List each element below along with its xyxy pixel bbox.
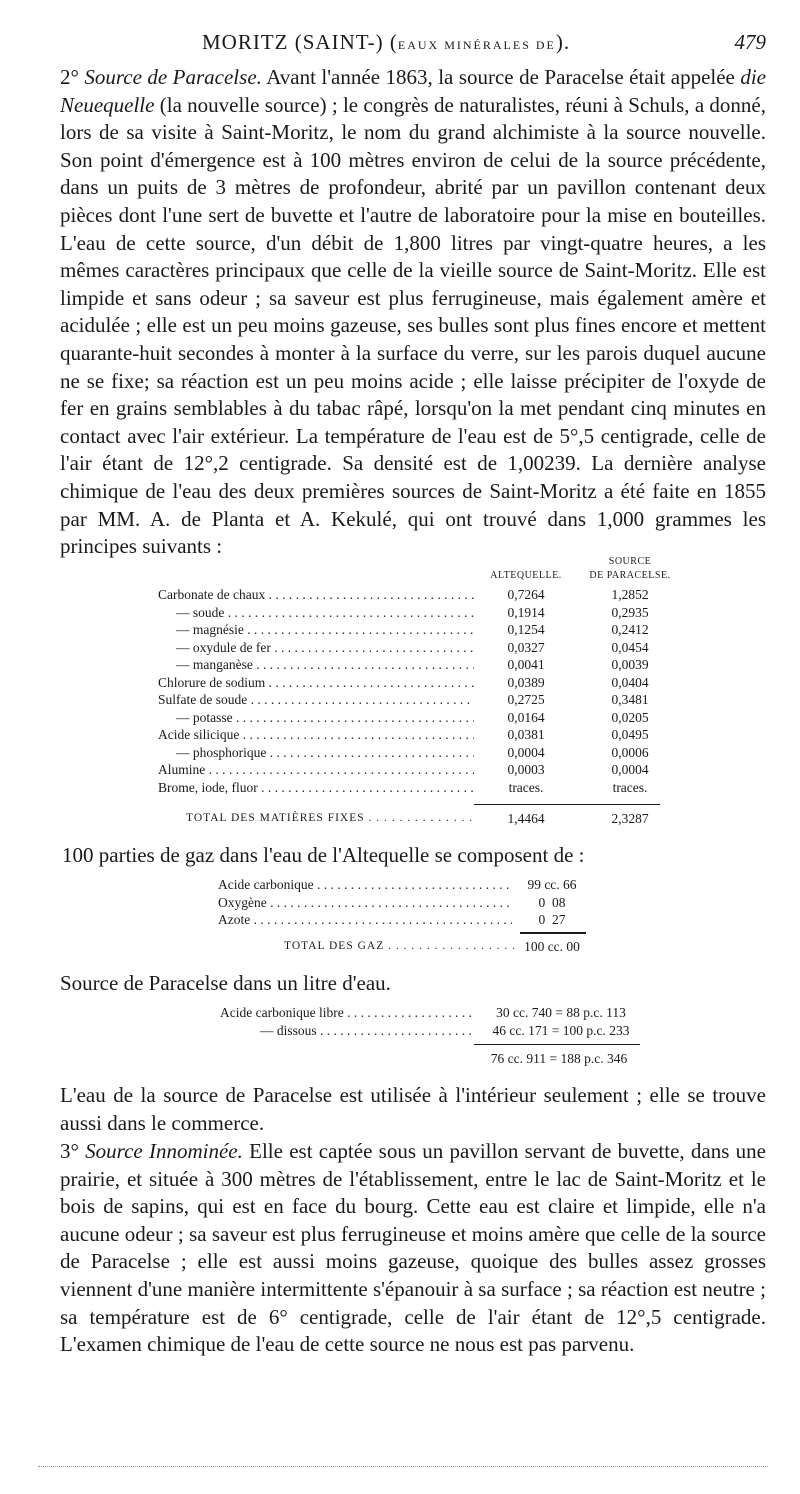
compound-label: Carbonate de chaux . . . (158, 586, 474, 604)
total-altequelle: 1,4464 (507, 811, 545, 826)
altequelle-value: 0,0004 (507, 744, 545, 760)
compound-label: — magnésie . . . (176, 621, 474, 639)
gas-row (218, 894, 598, 912)
gas-row (218, 876, 598, 894)
paracelse-value: 0,0205 (611, 709, 649, 725)
paracelse-value: 0,0006 (611, 744, 649, 760)
compound-label: — soude . . . (176, 604, 474, 622)
paragraph-innominee (60, 1138, 766, 1359)
altequelle-value: 0,7264 (507, 587, 545, 602)
analysis-row (158, 779, 682, 797)
analysis-row (158, 586, 682, 604)
section-number-3: 3° (60, 1139, 79, 1163)
paracelse-value: 0,2935 (611, 604, 649, 620)
altequelle-value: 0,0327 (507, 639, 545, 655)
section-heading: Source de Paracelse. (84, 65, 262, 89)
compound-label: Sulfate de soude . . . (158, 691, 474, 709)
altequelle-value: 0,0389 (507, 674, 545, 690)
page-number: 479 (734, 30, 766, 54)
altequelle-value: traces. (508, 779, 544, 795)
gas-value: 0 27 (538, 912, 566, 927)
paracelse-value: 0,0495 (611, 727, 649, 742)
footer-rule (38, 1466, 768, 1467)
analysis-row (158, 726, 682, 744)
analysis-row (158, 674, 682, 692)
total-rule (474, 804, 660, 805)
altequelle-value: 0,0041 (507, 657, 545, 672)
compound-label: Acide silicique . . . (158, 726, 474, 744)
paracelse-value: 1,2852 (611, 587, 649, 602)
analysis-row (158, 604, 682, 622)
header-title-end: ). (555, 30, 571, 54)
section-heading-innominee: Source Innominée. (85, 1139, 243, 1163)
carbonic-label: Acide carbonique libre . . . (220, 1004, 474, 1022)
gas-total-row (284, 938, 598, 956)
compound-label: — phosphorique . . . (176, 744, 474, 762)
analysis-row (158, 656, 682, 674)
analysis-row (158, 744, 682, 762)
gas-intro: 100 parties de gaz dans l'eau de l'Altequelle se composent de : (62, 843, 585, 867)
gas-rows (218, 876, 598, 929)
paragraph-innominee-text: Elle est captée sous un pavillon servant de buvette, dans une prairie, et située à 300 mètres de l'établissement, entre le lac de Saint-Moritz et le bois de sapins, qui est en face du bourg. Cette eau est claire et limpide, elle n'a aucune odeur ; sa saveur est plus ferrugineuse et moins amère que celle de la source de Paracelse ; elle est aussi moins gazeuse, quoique des bulles assez grosses viennent d'une manière intermittente s'épanouir à sa surface ; sa réaction est neutre ; sa température est de 6° centigrade, celle de l'air étant de 12°,5 centigrade. L'examen chimique de l'eau de cette source ne nous est pas parvenu. (60, 1139, 766, 1357)
altequelle-value: 0,1914 (507, 604, 545, 620)
col-header-altequelle: ALTEQUELLE. (490, 570, 562, 581)
carbonic-total-rule (474, 1044, 640, 1045)
gas-label: Acide carbonique . . . (218, 876, 512, 894)
analysis-row (158, 621, 682, 639)
carbonic-value: 46 cc. 171 = 100 p.c. 233 (492, 1022, 630, 1038)
source-old-name: die Neuequelle (60, 65, 766, 117)
paracelse-value: traces. (612, 779, 648, 795)
altequelle-value: 0,2725 (507, 692, 545, 707)
gas-total-value: 100 cc. 00 (524, 939, 580, 954)
gas-value: 99 cc. 66 (527, 877, 577, 892)
carbonic-label: — dissous . . . (260, 1022, 474, 1040)
gas-label: Oxygène . . . (218, 894, 512, 912)
paragraph-text-2: (la nouvelle source) ; le congrès de naturalistes, réuni à Schuls, a donné, lors de sa visite à Saint-Moritz, le nom du grand alchimiste à la source nouvelle. Son point d'émergence est à 100 mètres environ de celui de la source précédente, dans un puits de 3 mètres de profondeur, abrité par un pavillon contenant deux pièces dont l'une sert de buvette et l'autre de laboratoire pour la mise en bouteilles. L'eau de cette source, d'un débit de 1,800 litres par vingt-quatre heures, a les mêmes caractères principaux que celle de la vieille source de Saint-Moritz. Elle est limpide et sans odeur ; sa saveur est plus ferrugineuse, mais également amère et acidulée ; elle est un peu moins gazeuse, ses bulles sont plus fines encore et mettent quarante-huit secondes à monter à la surface du verre, sur les parois duquel aucune ne se fixe; sa réaction est un peu moins acide ; elle laisse précipiter de l'oxyde de fer en grains semblables à du tabac râpé, lorsqu'on la met pendant cinq minutes en contact avec l'air extérieur. La température de l'eau est de 5°,5 centigrade, celle de l'air étant de 12°,2 centigrade. Sa densité est de 1,00239. La dernière analyse chimique de l'eau des deux premières sources de Saint-Moritz a été faite en 1855 par MM. A. de Planta et A. Kekulé, qui ont trouvé dans 1,000 grammes les principes suivants : (60, 92, 766, 559)
altequelle-value: 0,0381 (507, 727, 545, 742)
paragraph-paracelse (60, 64, 766, 561)
paracelse-value: 0,0404 (611, 674, 649, 690)
paracelse-litre-intro: Source de Paracelse dans un litre d'eau. (60, 971, 391, 995)
paracelse-value: 0,3481 (611, 692, 649, 707)
compound-label: Brome, iode, fluor . . . (158, 779, 474, 797)
analysis-row (158, 761, 682, 779)
analysis-row (158, 691, 682, 709)
paragraph-text-1: Avant l'année 1863, la source de Paracelse était appelée (261, 65, 741, 89)
section-number: 2° (60, 65, 79, 89)
compound-label: Alumine . . . (158, 761, 474, 779)
header-title (202, 30, 570, 55)
total-label: TOTAL DES MATIÈRES FIXES . . . (186, 810, 474, 828)
paragraph-commerce: L'eau de la source de Paracelse est utilisée à l'intérieur seulement ; elle se trouve aussi dans le commerce. (60, 1083, 766, 1135)
paracelse-value: 0,0039 (611, 657, 649, 672)
altequelle-value: 0,0164 (507, 709, 545, 725)
carbonic-row (220, 1004, 648, 1022)
altequelle-value: 0,1254 (507, 622, 545, 637)
analysis-rows (158, 586, 682, 796)
running-header (60, 30, 766, 58)
header-title-small: EAUX MINÉRALES DE (397, 38, 556, 52)
altequelle-value: 0,0003 (507, 762, 545, 777)
col-header-source: SOURCE (608, 556, 652, 567)
header-title-main: MORITZ (SAINT-) ( (202, 30, 398, 54)
gas-label: Azote . . . (218, 911, 512, 929)
analysis-row (158, 709, 682, 727)
carbonic-rows (220, 1004, 648, 1039)
total-paracelse: 2,3287 (611, 811, 649, 826)
gas-total-label: TOTAL DES GAZ . . . (284, 938, 516, 956)
compound-label: — potasse . . . (176, 709, 474, 727)
gas-row (218, 911, 598, 929)
paracelse-value: 0,0454 (611, 639, 649, 655)
carbonic-total-row (474, 1050, 644, 1068)
paracelse-value: 0,2412 (611, 622, 649, 637)
gas-value: 0 08 (538, 894, 566, 910)
compound-label: Chlorure de sodium . . . (158, 674, 474, 692)
carbonic-total-value: 76 cc. 911 = 188 p.c. 346 (490, 1051, 628, 1066)
carbonic-value: 30 cc. 740 = 88 p.c. 113 (496, 1005, 626, 1020)
carbonic-row (220, 1022, 648, 1040)
col-header-paracelse: DE PARACELSE. (589, 570, 671, 581)
analysis-row (158, 639, 682, 657)
paracelse-value: 0,0004 (611, 762, 649, 777)
gas-total-rule (520, 932, 586, 934)
compound-label: — oxydule de fer . . . (176, 639, 474, 657)
compound-label: — manganèse . . . (176, 656, 474, 674)
analysis-total-row (186, 810, 682, 828)
